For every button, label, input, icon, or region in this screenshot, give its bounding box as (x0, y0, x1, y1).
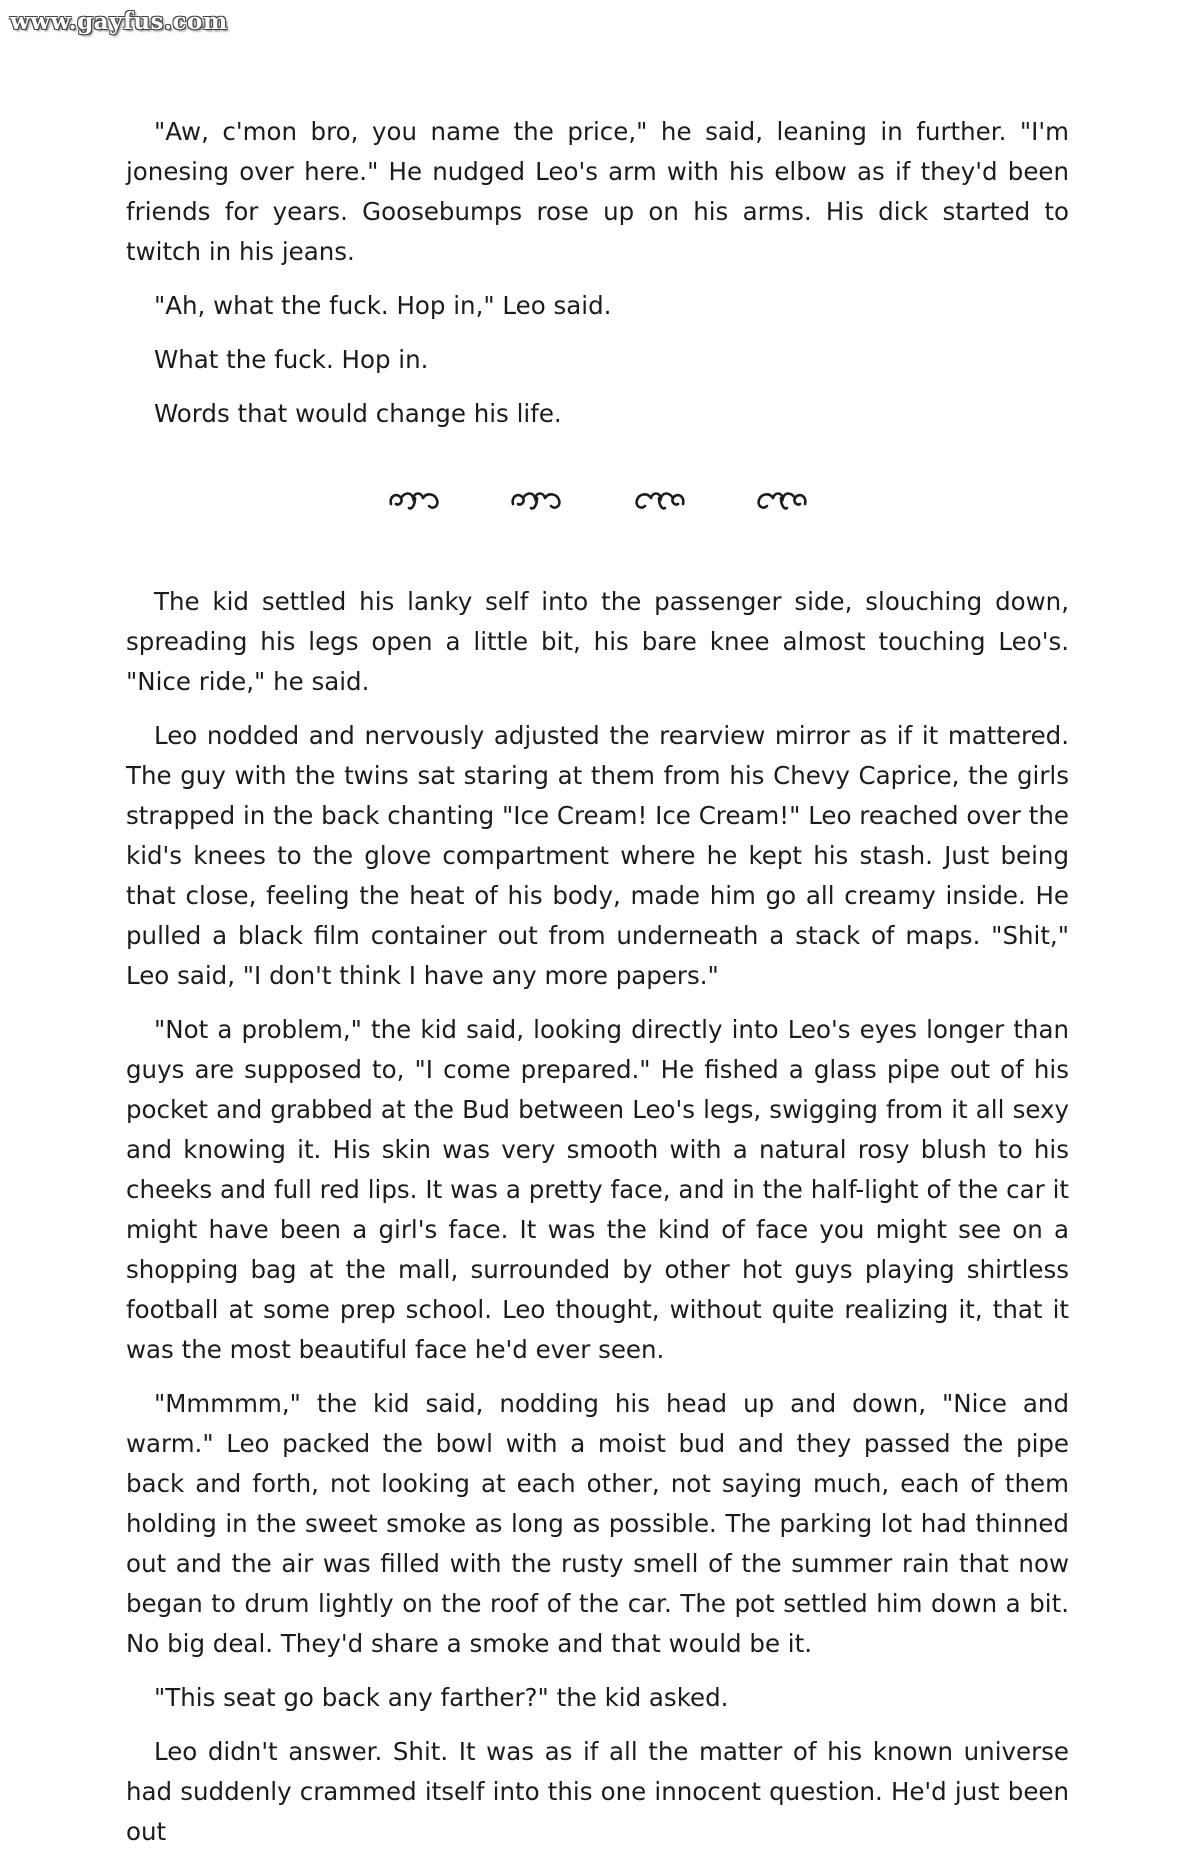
ornament-icon (387, 486, 443, 526)
ornament-icon (753, 486, 809, 526)
paragraph: The kid settled his lanky self into the passenger side, slouching down, spreading his legs open a little bit, his bare knee almost touching Leo's. "Nice ride," he said. (126, 587, 1069, 696)
watermark: www.gayfus.com (10, 8, 228, 35)
paragraph: Leo didn't answer. Shit. It was as if all the matter of his known universe had suddenly crammed itself into this one innocent question. He'd just been out (126, 1737, 1069, 1846)
paragraph: "Ah, what the fuck. Hop in," Leo said. (154, 291, 612, 320)
section-separator (126, 486, 1069, 526)
book-page (126, 112, 1069, 1866)
paragraph: "This seat go back any farther?" the kid asked. (154, 1683, 729, 1712)
ornament-icon (631, 486, 687, 526)
paragraph: Leo nodded and nervously adjusted the rearview mirror as if it mattered. The guy with the twins sat staring at them from his Chevy Caprice, the girls strapped in the back chanting "Ice Cream! Ice Cream!" Leo reached over the kid's knees to the glove compartment where he kept his stash. Just being that close, feeling the heat of his body, made him go all creamy inside. He pulled a black film container out from underneath a stack of maps. "Shit," Leo said, "I don't think I have any more papers." (126, 721, 1069, 990)
paragraph: Words that would change his life. (154, 399, 562, 428)
paragraph: "Aw, c'mon bro, you name the price," he said, leaning in further. "I'm jonesing over here." He nudged Leo's arm with his elbow as if they'd been friends for years. Goosebumps rose up on his arms. His dick started to twitch in his jeans. (126, 117, 1069, 266)
paragraph: What the fuck. Hop in. (154, 345, 429, 374)
ornament-icon (509, 486, 565, 526)
paragraph: "Mmmmm," the kid said, nodding his head up and down, "Nice and warm." Leo packed the bowl with a moist bud and they passed the pipe back and forth, not looking at each other, not saying much, each of them holding in the sweet smoke as long as possible. The parking lot had thinned out and the air was filled with the rusty smell of the summer rain that now began to drum lightly on the roof of the car. The pot settled him down a bit. No big deal. They'd share a smoke and that would be it. (126, 1389, 1069, 1658)
paragraph: "Not a problem," the kid said, looking directly into Leo's eyes longer than guys are supposed to, "I come prepared." He fished a glass pipe out of his pocket and grabbed at the Bud between Leo's legs, swigging from it all sexy and knowing it. His skin was very smooth with a natural rosy blush to his cheeks and full red lips. It was a pretty face, and in the half-light of the car it might have been a girl's face. It was the kind of face you might see on a shopping bag at the mall, surrounded by other hot guys playing shirtless football at some prep school. Leo thought, without quite realizing it, that it was the most beautiful face he'd ever seen. (126, 1015, 1069, 1364)
